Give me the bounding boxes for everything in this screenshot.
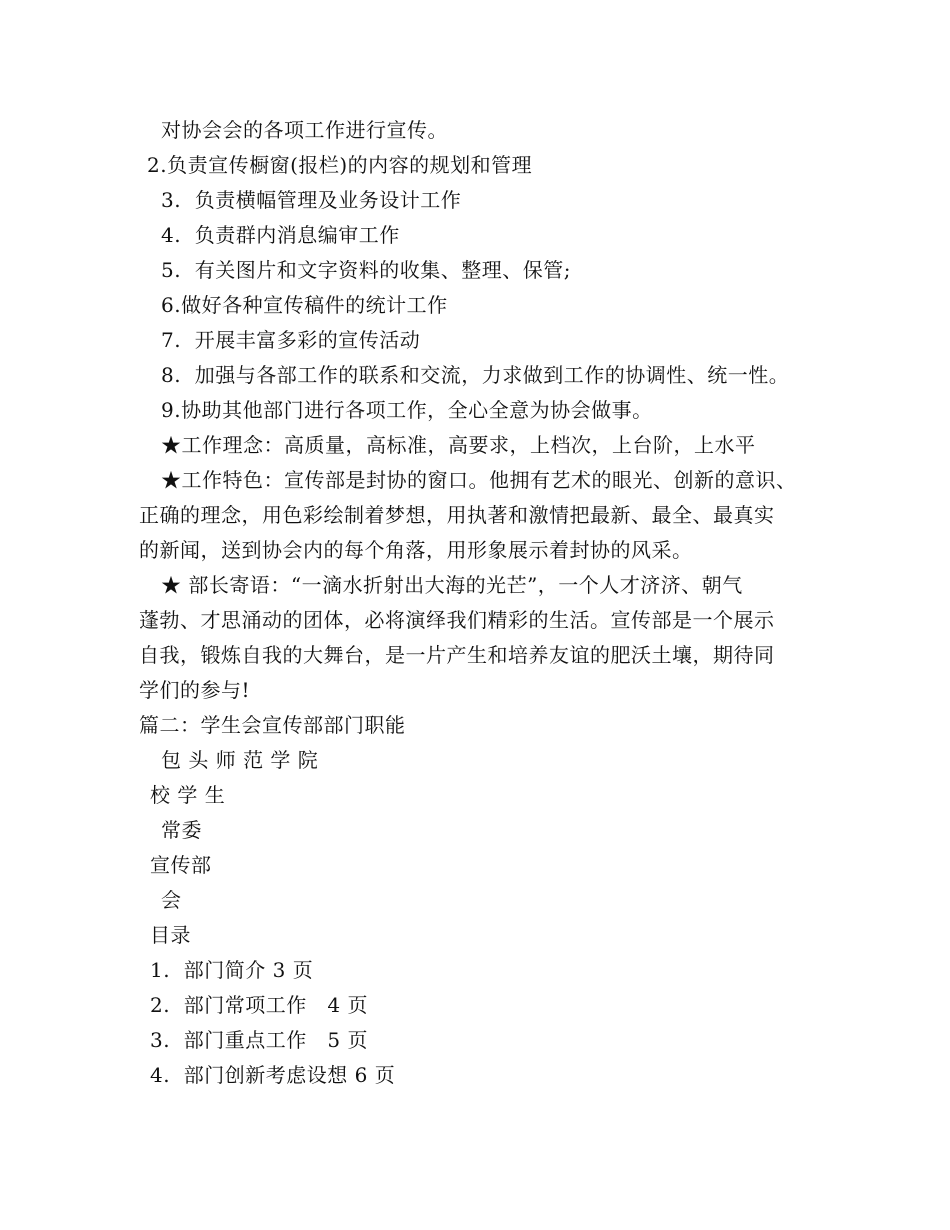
text-line-1: 对协会会的各项工作进行宣传。 [161,118,448,142]
minister-message-line-4: 学们的参与! [139,678,251,702]
list-item-2: 2.负责宣传橱窗(报栏)的内容的规划和管理 [147,153,533,177]
cover-school-name: 包 头 师 范 学 院 [161,748,319,772]
list-item-9: 9.协助其他部门进行各项工作，全心全意为协会做事。 [161,398,653,422]
toc-item-3: 3. 部门重点工作 5 页 [150,1028,368,1052]
list-item-5: 5. 有关图片和文字资料的收集、整理、保管; [161,258,572,282]
toc-item-4: 4. 部门创新考虑设想 6 页 [150,1063,396,1087]
toc-heading: 目录 [150,923,191,947]
cover-line-department: 宣传部 [150,853,212,877]
work-feature-line-1: ★工作特色：宣传部是封协的窗口。他拥有艺术的眼光、创新的意识、 [161,468,797,492]
list-item-8: 8. 加强与各部工作的联系和交流，力求做到工作的协调性、统一性。 [161,363,790,387]
work-philosophy: ★工作理念：高质量，高标准，高要求，上档次，上台阶，上水平 [161,433,756,457]
list-item-4: 4. 负责群内消息编审工作 [161,223,400,247]
minister-message-line-1: ★ 部长寄语：“一滴水折射出大海的光芒”，一个人才济济、朝气 [161,573,743,597]
cover-line-association: 会 [161,888,182,912]
work-feature-line-2: 正确的理念，用色彩绘制着梦想，用执著和激情把最新、最全、最真实 [139,503,775,527]
toc-item-2: 2. 部门常项工作 4 页 [150,993,368,1017]
cover-line-committee: 常委 [161,818,202,842]
section-heading: 篇二：学生会宣传部部门职能 [139,713,406,737]
cover-line-student: 校 学 生 [150,783,226,807]
toc-item-1: 1. 部门简介 3 页 [150,958,314,982]
work-feature-line-3: 的新闻，送到协会内的每个角落，用形象展示着封协的风采。 [139,538,693,562]
minister-message-line-3: 自我，锻炼自我的大舞台，是一片产生和培养友谊的肥沃土壤，期待同 [139,643,775,667]
list-item-6: 6.做好各种宣传稿件的统计工作 [161,293,448,317]
list-item-3: 3. 负责横幅管理及业务设计工作 [161,188,462,212]
minister-message-line-2: 蓬勃、才思涌动的团体，必将演绎我们精彩的生活。宣传部是一个展示 [139,608,775,632]
list-item-7: 7. 开展丰富多彩的宣传活动 [161,328,421,352]
